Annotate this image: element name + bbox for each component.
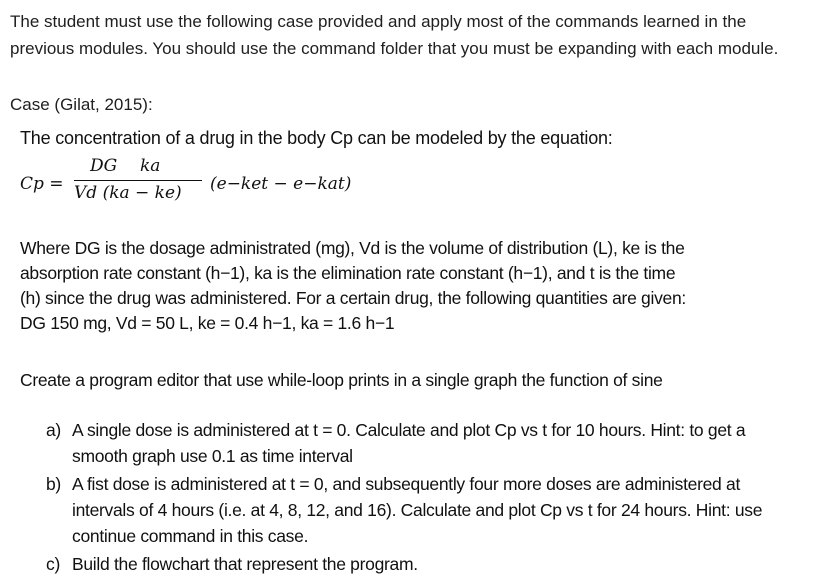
variable-definitions xyxy=(20,236,795,336)
equation-lhs: Cp = xyxy=(20,174,64,194)
case-image xyxy=(16,124,806,586)
definition-line-2: absorption rate constant (h−1), ka is the elimination rate constant (h−1), and t is the time xyxy=(20,263,676,283)
definition-line-3: (h) since the drug was administered. For a certain drug, the following quantities are given: xyxy=(20,288,686,308)
list-item xyxy=(46,471,786,549)
list-item xyxy=(46,551,786,577)
task-statement: Create a program editor that use while-loop prints in a single graph the function of sine xyxy=(20,370,663,390)
list-item-text: Build the flowchart that represent the program. xyxy=(72,554,418,574)
equation-numerator-ka: ka xyxy=(140,156,161,176)
list-item xyxy=(46,417,786,469)
equation-denominator: Vd (ka − ke) xyxy=(74,183,182,203)
equation-exponential: (e−ket − e−kat) xyxy=(210,174,352,194)
given-quantities: DG 150 mg, Vd = 50 L, ke = 0.4 h−1, ka = 1.6 h−1 xyxy=(20,313,395,333)
case-label: Case (Gilat, 2015): xyxy=(10,95,153,114)
intro-paragraph: The student must use the following case provided and apply most of the commands learned in the previous modules. You should use the command folder that you must be expanding with each module. xyxy=(10,12,779,58)
equation-fraction xyxy=(74,156,202,203)
list-marker: b) xyxy=(46,474,61,494)
list-item-text: A single dose is administered at t = 0. Calculate and plot Cp vs t for 10 hours. Hint: to get a smooth graph use 0.1 as time interval xyxy=(72,420,746,466)
case-intro-line: The concentration of a drug in the body Cp can be modeled by the equation: xyxy=(20,128,613,148)
list-marker: a) xyxy=(46,420,61,440)
list-marker: c) xyxy=(46,554,60,574)
list-item-text: A fist dose is administered at t = 0, and subsequently four more doses are administered at intervals of 4 hours (i.e. at 4, 8, 12, and 16). Calculate and plot Cp vs t for 24 hours. Hint: use continue command in this case. xyxy=(72,474,763,546)
task-list xyxy=(46,417,786,579)
definition-line-1: Where DG is the dosage administrated (mg), Vd is the volume of distribution (L), ke is the xyxy=(20,238,685,258)
equation-numerator-dg: DG xyxy=(90,156,118,176)
